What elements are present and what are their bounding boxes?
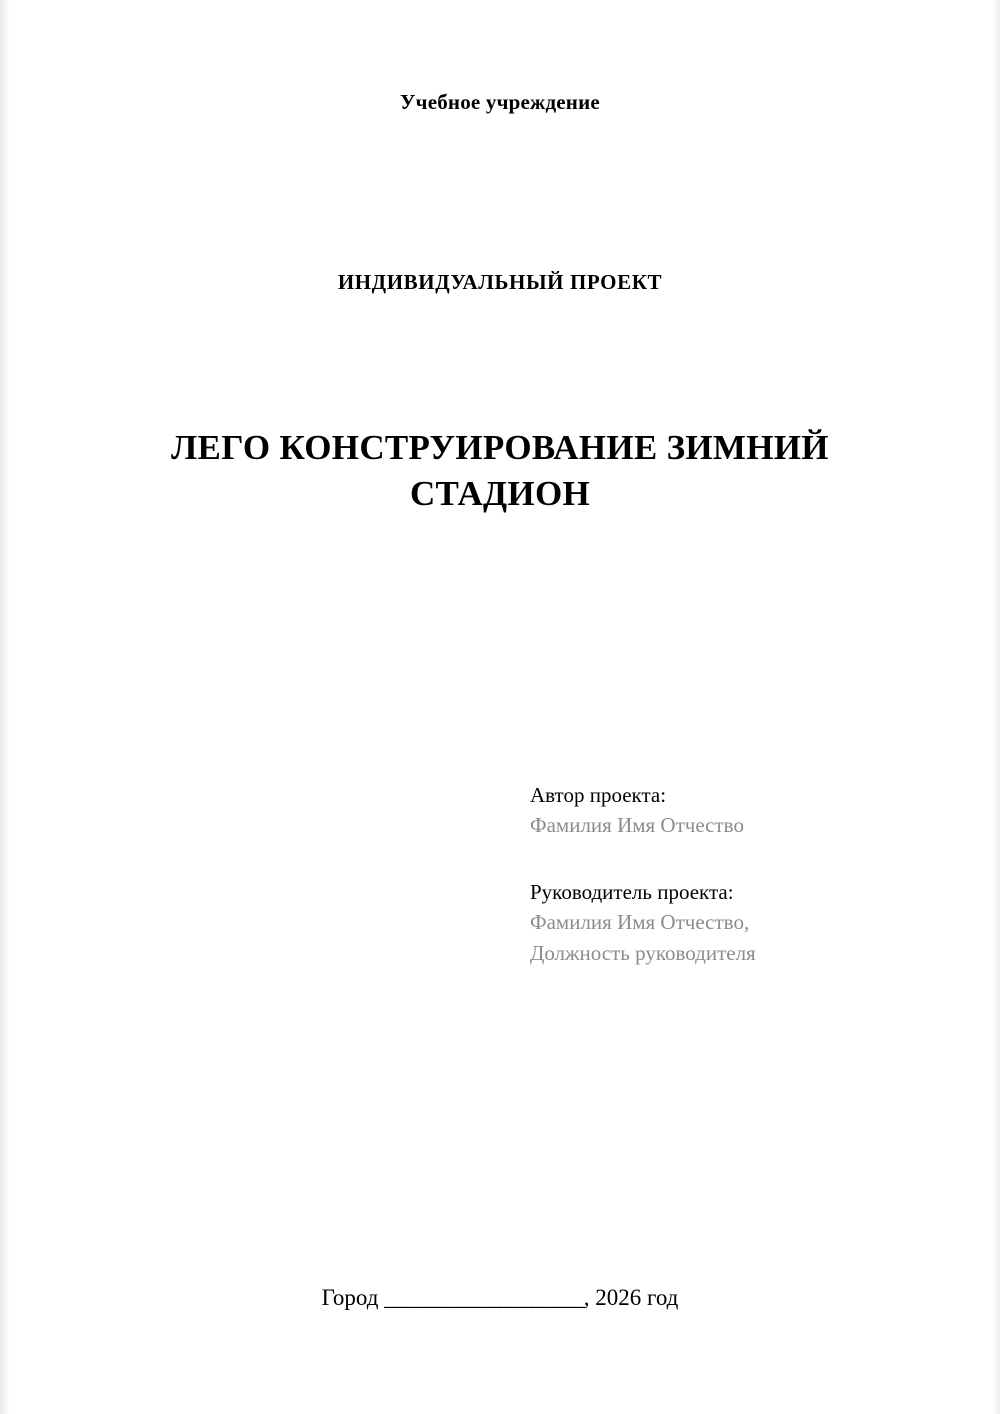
supervisor-value-line2: Должность руководителя [530, 940, 756, 965]
spacer [530, 841, 930, 877]
city-blank-field: ___________________ [384, 1285, 584, 1310]
authorship-block [530, 780, 930, 968]
project-type-heading: ИНДИВИДУАЛЬНЫЙ ПРОЕКТ [337, 270, 663, 294]
author-label: Автор проекта: [530, 783, 667, 807]
author-value: Фамилия Имя Отчество [530, 813, 744, 838]
year-suffix: , 2026 год [583, 1285, 679, 1310]
institution-name: Учебное учреждение [400, 90, 600, 114]
supervisor-label: Руководитель проекта: [530, 879, 734, 904]
supervisor-value-line1: Фамилия Имя Отчество, [530, 910, 750, 935]
page-title: ЛЕГО КОНСТРУИРОВАНИЕ ЗИМНИЙ СТАДИОН [171, 428, 829, 514]
city-prefix: Город [321, 1285, 385, 1310]
city-year-footer [0, 1285, 1000, 1311]
